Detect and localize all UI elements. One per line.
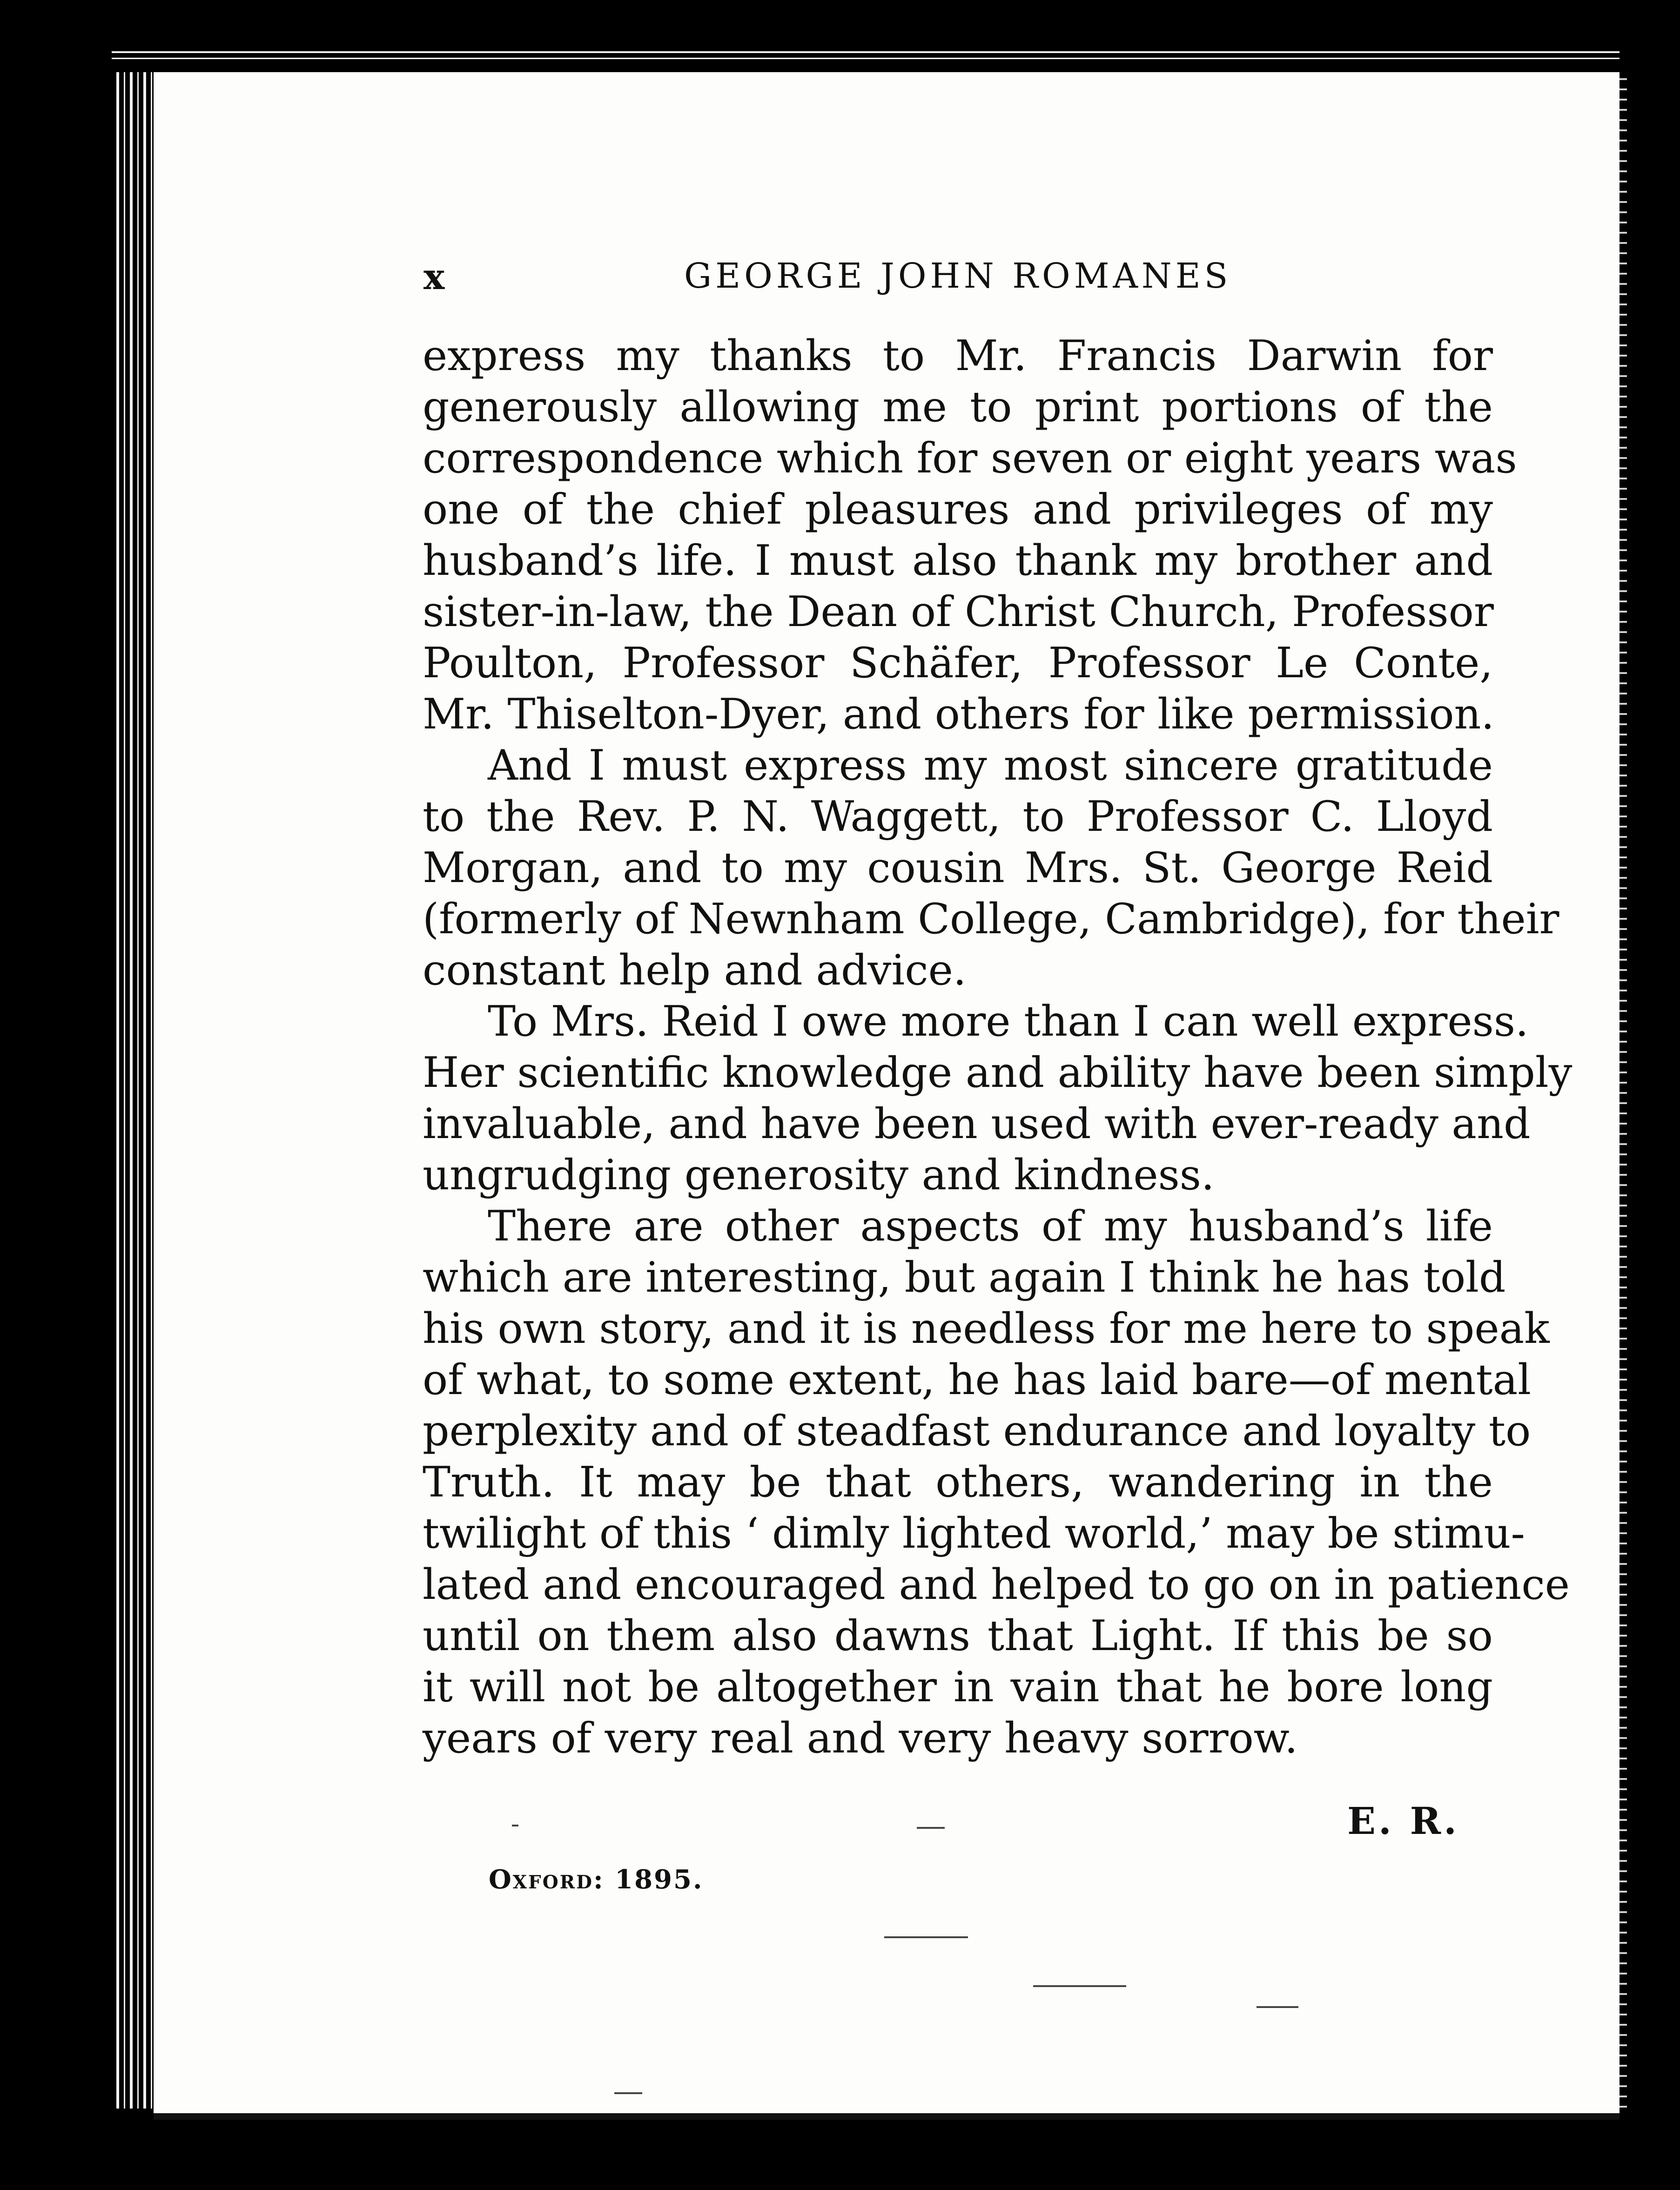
text-line: Mr. Thiselton-Dyer, and others for like permission. <box>423 690 1495 739</box>
text-line: express my thanks to Mr. Francis Darwin for <box>423 331 1493 380</box>
running-head: GEORGE JOHN ROMANES <box>684 256 1232 296</box>
text-line: it will not be altogether in vain that he bore long <box>423 1663 1493 1712</box>
place-name: Oxford <box>489 1864 593 1895</box>
text-line: correspondence which for seven or eight years was <box>423 434 1517 483</box>
place-and-date <box>489 1864 703 1895</box>
text-line: (formerly of Newnham College, Cambridge), for their <box>423 895 1559 943</box>
page-number: x <box>423 256 445 297</box>
text-line: husband’s life. I must also thank my brother and <box>423 536 1493 585</box>
text-line: Her scientific knowledge and ability have been simply <box>423 1048 1572 1097</box>
text-line: which are interesting, but again I think he has told <box>423 1253 1506 1302</box>
text-line: years of very real and very heavy sorrow. <box>423 1714 1298 1763</box>
scan-speck <box>1033 1985 1126 1987</box>
scan-speck <box>917 1827 945 1829</box>
text-line: Morgan, and to my cousin Mrs. St. George Reid <box>423 843 1493 892</box>
text-line: To Mrs. Reid I owe more than I can well express. <box>488 997 1529 1046</box>
scan-speck <box>512 1825 518 1826</box>
page-top-edge <box>112 47 1620 72</box>
text-line: his own story, and it is needless for me here to speak <box>423 1304 1550 1353</box>
text-line: ungrudging generosity and kindness. <box>423 1151 1215 1199</box>
page-bottom-edge <box>154 2113 1620 2120</box>
body-text <box>423 330 1572 1764</box>
text-line: to the Rev. P. N. Waggett, to Professor C. Lloyd <box>423 792 1493 841</box>
text-line: generously allowing me to print portions of the <box>423 383 1493 431</box>
text-line: There are other aspects of my husband’s life <box>488 1202 1493 1251</box>
scan-speck <box>884 1936 968 1938</box>
text-line: twilight of this ‘ dimly lighted world,’ may be stimu- <box>423 1509 1525 1558</box>
page-right-edge <box>1620 70 1627 2116</box>
text-line: one of the chief pleasures and privileges of my <box>423 485 1493 534</box>
date: : 1895. <box>593 1864 704 1895</box>
text-line: invaluable, and have been used with ever-ready and <box>423 1099 1531 1148</box>
scan-speck <box>614 2092 642 2094</box>
text-line: lated and encouraged and helped to go on in patience <box>423 1560 1570 1609</box>
page-header <box>423 251 1494 307</box>
text-line: Poulton, Professor Schäfer, Professor Le Conte, <box>423 639 1493 687</box>
text-line: constant help and advice. <box>423 946 967 995</box>
text-line: perplexity and of steadfast endurance and loyalty to <box>423 1407 1531 1456</box>
text-line: Truth. It may be that others, wandering in the <box>423 1458 1493 1507</box>
text-line: sister-in-law, the Dean of Christ Church, Professor <box>423 587 1494 636</box>
text-line: of what, to some extent, he has laid bare—of mental <box>423 1355 1532 1404</box>
text-line: And I must express my most sincere gratitude <box>488 741 1493 790</box>
text-line: until on them also dawns that Light. If this be so <box>423 1611 1493 1660</box>
scan-speck <box>1257 2006 1298 2008</box>
signature-initials: E. R. <box>1347 1799 1460 1843</box>
